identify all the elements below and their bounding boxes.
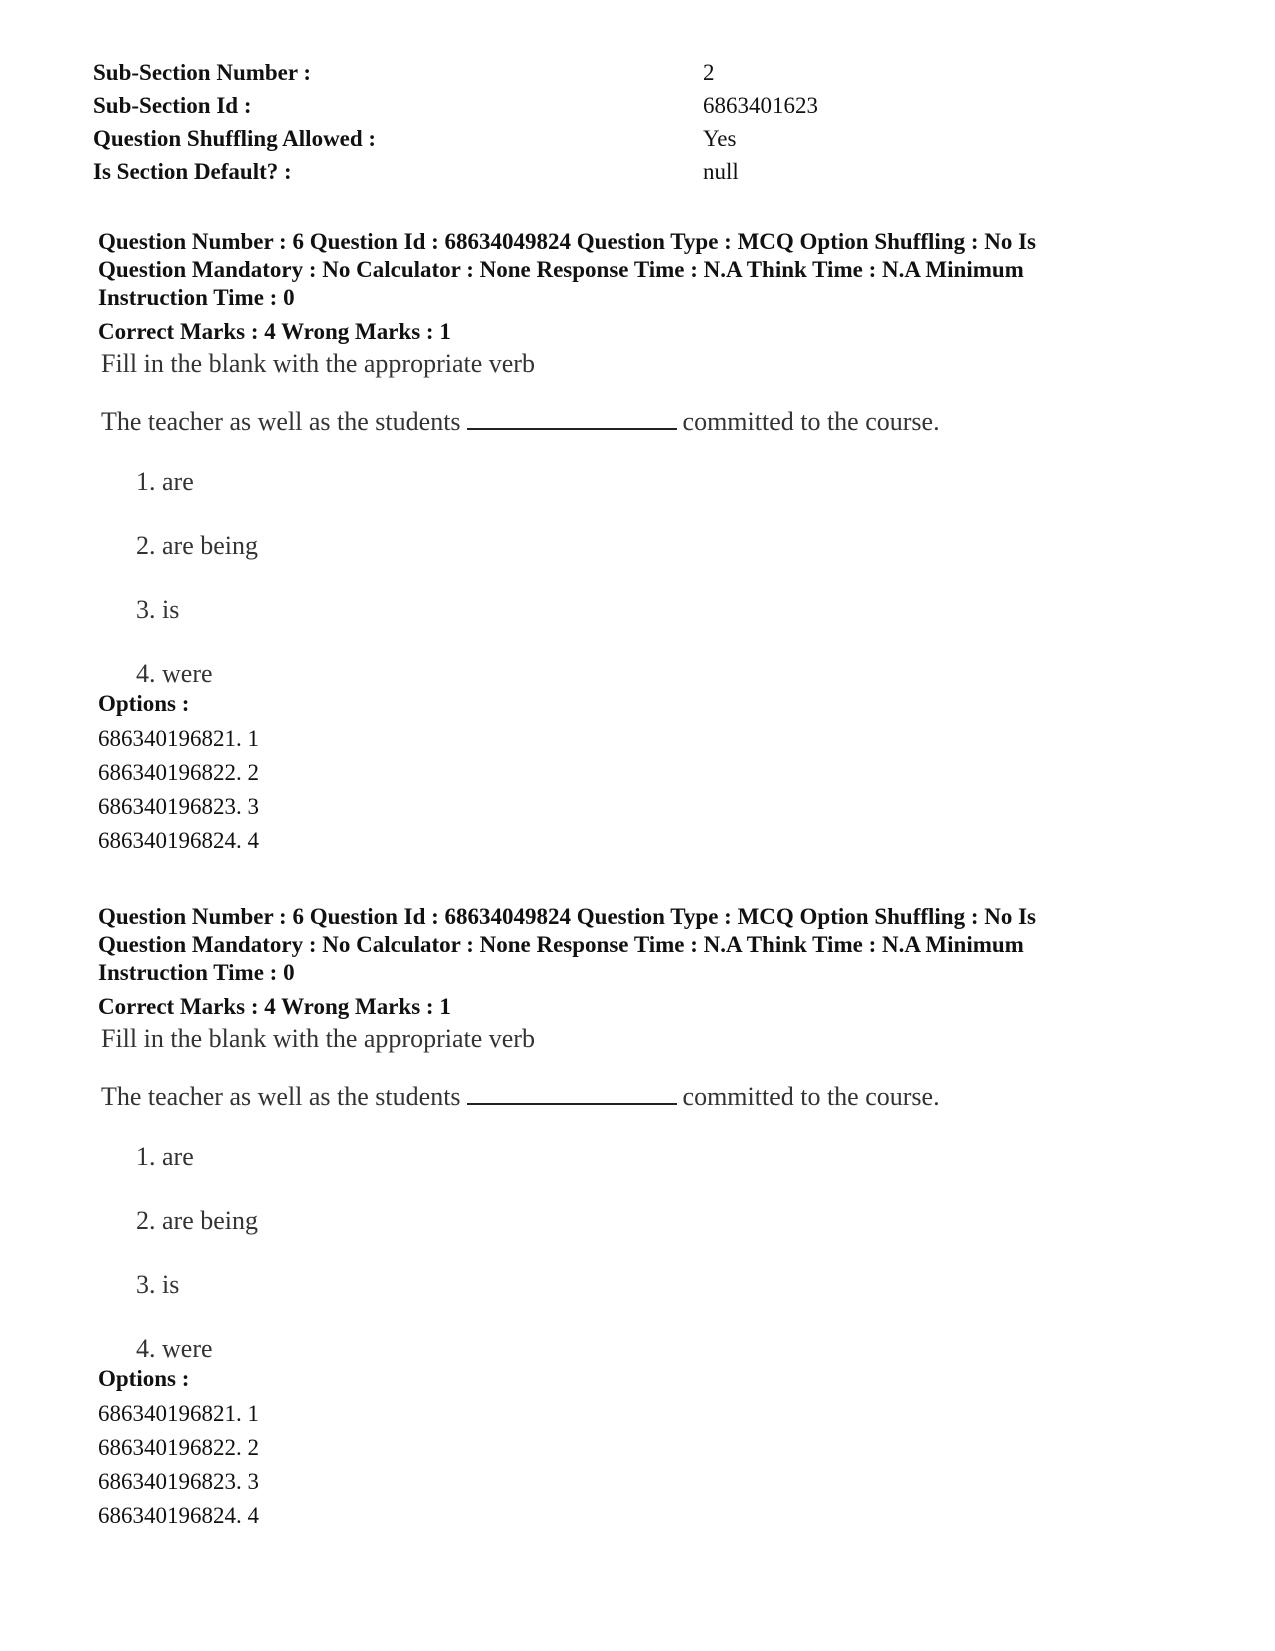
question-sentence [101, 406, 1158, 438]
choice-item: 1. are [136, 1142, 194, 1171]
meta-value-subsection-number: 2 [703, 60, 715, 85]
sentence-after: committed to the course. [682, 1082, 940, 1111]
sentence-before: The teacher as well as the students [101, 1082, 461, 1111]
sentence-before: The teacher as well as the students [101, 407, 461, 436]
option-item: 686340196824. 4 [98, 828, 259, 853]
question-header-line: Instruction Time : 0 [98, 960, 295, 985]
question-header-line: Question Mandatory : No Calculator : None Response Time : N.A Think Time : N.A Minimum [98, 257, 1024, 282]
choice-item: 3. is [136, 1270, 180, 1299]
choice-item: 2. are being [136, 1206, 259, 1235]
option-item: 686340196821. 1 [98, 726, 259, 751]
question-instruction: Fill in the blank with the appropriate verb [101, 349, 535, 378]
meta-value-section-default: null [703, 159, 739, 184]
option-item: 686340196822. 2 [98, 760, 259, 785]
answer-blank [467, 1081, 677, 1105]
sentence-after: committed to the course. [682, 407, 940, 436]
option-item: 686340196823. 3 [98, 1469, 259, 1494]
question-instruction: Fill in the blank with the appropriate verb [101, 1024, 535, 1053]
option-item: 686340196823. 3 [98, 794, 259, 819]
question-marks: Correct Marks : 4 Wrong Marks : 1 [98, 319, 451, 344]
answer-blank [467, 406, 677, 430]
meta-label-subsection-id: Sub-Section Id : [93, 93, 252, 118]
choice-item: 4. were [136, 1334, 213, 1363]
meta-label-subsection-number: Sub-Section Number : [93, 60, 312, 85]
options-label: Options : [98, 691, 190, 716]
question-marks: Correct Marks : 4 Wrong Marks : 1 [98, 994, 451, 1019]
choice-item: 3. is [136, 595, 180, 624]
choice-list [136, 1141, 1158, 1365]
meta-label-section-default: Is Section Default? : [93, 159, 292, 184]
choice-item: 1. are [136, 467, 194, 496]
question-header-line: Question Mandatory : No Calculator : None Response Time : N.A Think Time : N.A Minimum [98, 932, 1024, 957]
question-block [98, 228, 1158, 858]
options-list [98, 1397, 1158, 1533]
options-label: Options : [98, 1366, 190, 1391]
options-list [98, 722, 1158, 858]
question-header-line: Question Number : 6 Question Id : 68634049824 Question Type : MCQ Option Shuffling : No Is [98, 229, 1037, 254]
choice-list [136, 466, 1158, 690]
question-header-line: Instruction Time : 0 [98, 285, 295, 310]
choice-item: 4. were [136, 659, 213, 688]
question-header-line: Question Number : 6 Question Id : 68634049824 Question Type : MCQ Option Shuffling : No Is [98, 904, 1037, 929]
option-item: 686340196821. 1 [98, 1401, 259, 1426]
meta-label-question-shuffling: Question Shuffling Allowed : [93, 126, 377, 151]
choice-item: 2. are being [136, 531, 259, 560]
meta-value-subsection-id: 6863401623 [703, 93, 818, 118]
question-block [98, 903, 1158, 1533]
option-item: 686340196822. 2 [98, 1435, 259, 1460]
meta-value-question-shuffling: Yes [703, 126, 737, 151]
option-item: 686340196824. 4 [98, 1503, 259, 1528]
question-sentence [101, 1081, 1158, 1113]
